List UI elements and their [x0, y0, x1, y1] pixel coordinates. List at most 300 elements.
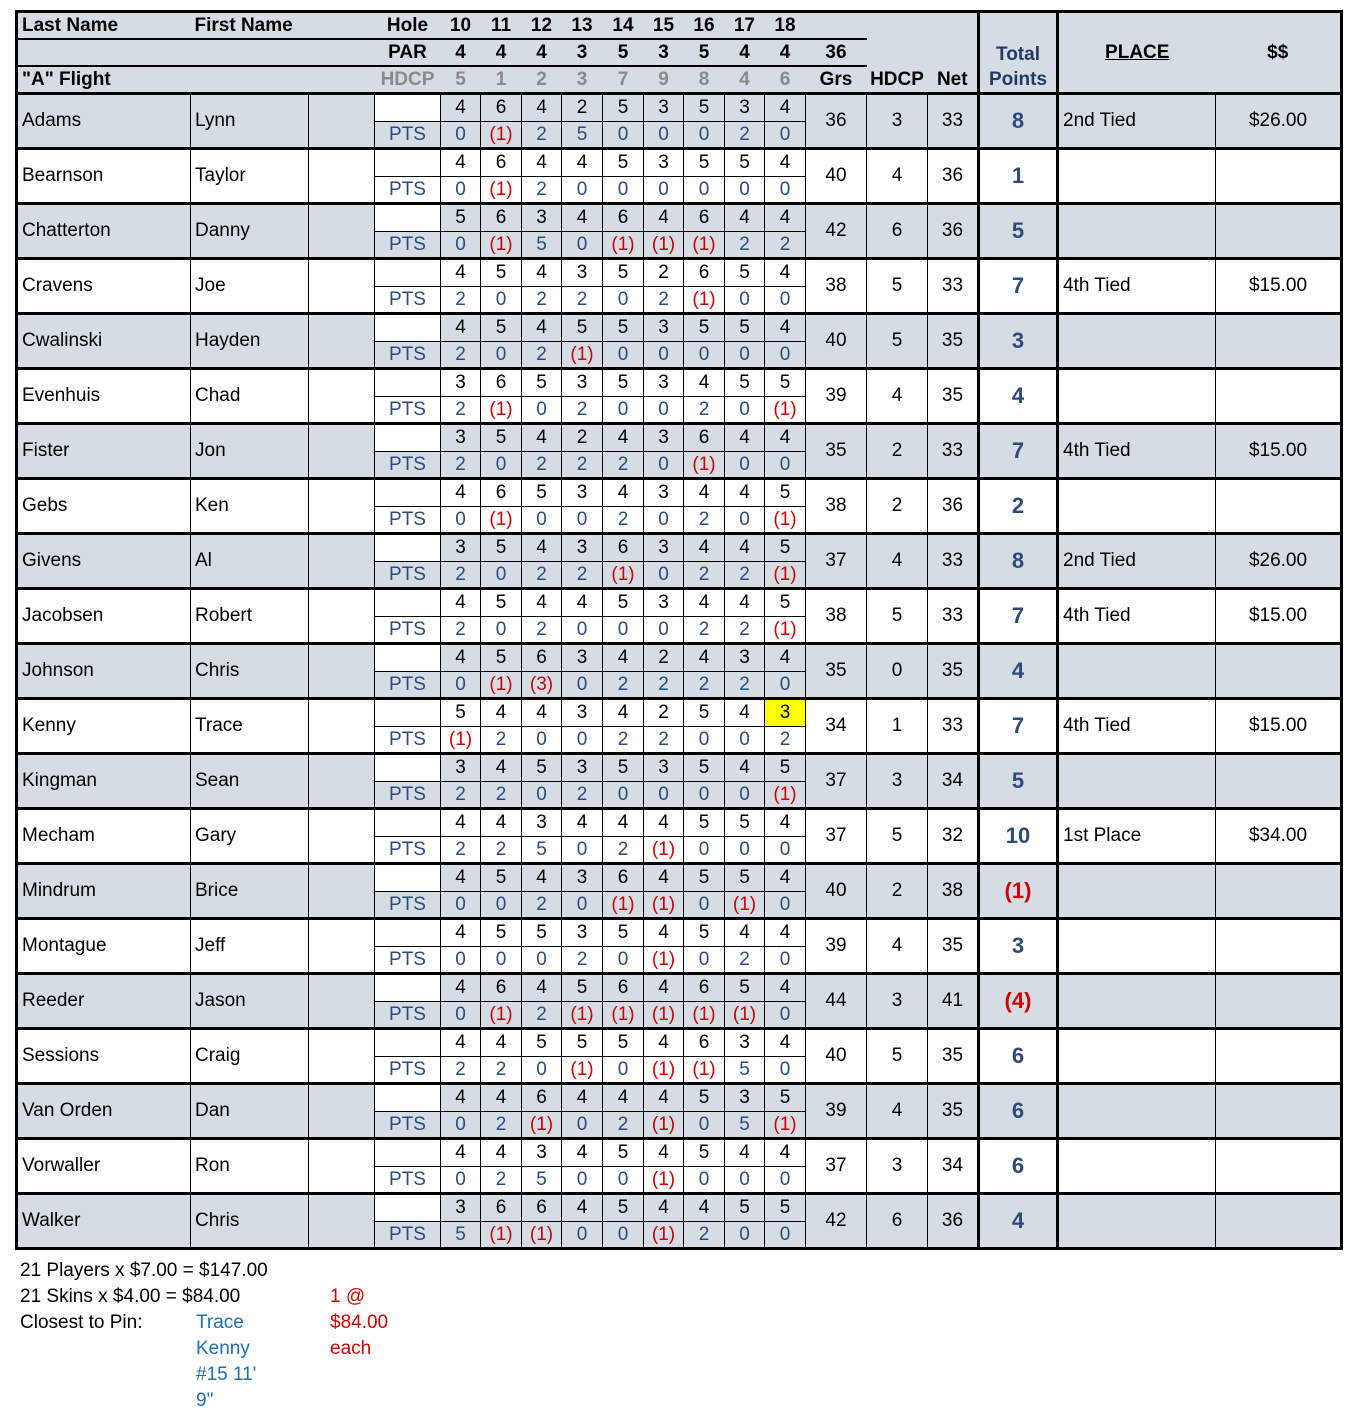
- blank-cell: [309, 809, 375, 864]
- last-name: Cwalinski: [17, 314, 191, 369]
- first-name: Chris: [191, 1194, 309, 1249]
- player-hdcp: 6: [867, 204, 928, 259]
- hole-points: 0: [562, 1112, 603, 1139]
- hole-score: 4: [441, 314, 481, 342]
- prize-money: $15.00: [1216, 424, 1342, 479]
- hole-points: (1): [765, 1112, 806, 1139]
- net-score: 35: [928, 314, 979, 369]
- hole-points: 0: [644, 397, 684, 424]
- hole-points: 2: [725, 232, 765, 259]
- player-hdcp: 6: [867, 1194, 928, 1249]
- hole-points: (1): [481, 1222, 522, 1249]
- last-name: Fister: [17, 424, 191, 479]
- hole-score: 5: [522, 369, 562, 397]
- total-points: 7: [979, 424, 1058, 479]
- hole-score: 4: [481, 809, 522, 837]
- hole-points: (1): [644, 947, 684, 974]
- hole-points: (1): [441, 727, 481, 754]
- player-row: [17, 259, 1342, 287]
- net-score: 38: [928, 864, 979, 919]
- hole-score: 5: [522, 479, 562, 507]
- score-label-cell: [375, 589, 441, 617]
- hole-points: 0: [765, 1167, 806, 1194]
- total-points-header: [979, 12, 1058, 94]
- hole-score: 4: [522, 589, 562, 617]
- hole-score: 4: [644, 1194, 684, 1222]
- hole-points: 0: [725, 1222, 765, 1249]
- gross-score: 35: [806, 424, 867, 479]
- blank-cell: [309, 1194, 375, 1249]
- hole-score: 5: [481, 644, 522, 672]
- hole-score: 3: [644, 314, 684, 342]
- hole-score: 6: [684, 204, 725, 232]
- hole-points: 0: [603, 177, 644, 204]
- hole-score: 4: [684, 644, 725, 672]
- first-name: Craig: [191, 1029, 309, 1084]
- hole-score: 4: [765, 1139, 806, 1167]
- gross-score: 37: [806, 534, 867, 589]
- hole-score: 4: [441, 479, 481, 507]
- gross-score: 37: [806, 1139, 867, 1194]
- total-points: 4: [979, 644, 1058, 699]
- hole-score: 3: [644, 479, 684, 507]
- hole-score: 5: [725, 1194, 765, 1222]
- net-score: 33: [928, 589, 979, 644]
- hole-score: 4: [765, 644, 806, 672]
- par-value: 4: [765, 39, 806, 66]
- score-label-cell: [375, 149, 441, 177]
- hole-points: (1): [765, 562, 806, 589]
- hole-points: 0: [765, 452, 806, 479]
- hole-points: 0: [644, 122, 684, 149]
- hole-score: 3: [562, 864, 603, 892]
- player-row: [17, 424, 1342, 452]
- hole-points: 0: [562, 1167, 603, 1194]
- player-hdcp: 3: [867, 974, 928, 1029]
- last-name: Bearnson: [17, 149, 191, 204]
- gross-score: 40: [806, 864, 867, 919]
- prize-money: $26.00: [1216, 94, 1342, 149]
- pts-label: PTS: [375, 892, 441, 919]
- hole-score: 4: [562, 809, 603, 837]
- hole-points: (1): [481, 507, 522, 534]
- hole-score: 3: [562, 259, 603, 287]
- hole-points: 2: [522, 452, 562, 479]
- hole-points: 2: [522, 177, 562, 204]
- hole-score: 3: [644, 369, 684, 397]
- net-header: Net: [928, 66, 979, 94]
- last-name: Chatterton: [17, 204, 191, 259]
- last-name: Mecham: [17, 809, 191, 864]
- hole-points: (1): [684, 232, 725, 259]
- hole-points: 0: [603, 342, 644, 369]
- hole-points: (1): [603, 892, 644, 919]
- last-name: Cravens: [17, 259, 191, 314]
- hole-points: 0: [441, 947, 481, 974]
- hole-score: 4: [765, 864, 806, 892]
- hole-points: 0: [765, 287, 806, 314]
- hole-points: 0: [562, 727, 603, 754]
- blank-cell: [309, 1084, 375, 1139]
- hole-points: 2: [644, 727, 684, 754]
- pts-label: PTS: [375, 782, 441, 809]
- hole-score: 5: [725, 974, 765, 1002]
- hole-score: 6: [481, 974, 522, 1002]
- hole-points: 0: [522, 727, 562, 754]
- player-row: [17, 479, 1342, 507]
- hole-points: 5: [725, 1057, 765, 1084]
- gross-score: 35: [806, 644, 867, 699]
- hole-points: 0: [725, 342, 765, 369]
- hole-points: 5: [725, 1112, 765, 1139]
- hole-score: 4: [725, 1139, 765, 1167]
- hole-score: 4: [603, 644, 644, 672]
- hole-score: 3: [725, 94, 765, 122]
- net-score: 33: [928, 699, 979, 754]
- hole-points: (1): [725, 1002, 765, 1029]
- score-label-cell: [375, 314, 441, 342]
- hole-points: 0: [562, 892, 603, 919]
- hole-points: 0: [644, 342, 684, 369]
- hole-points: 5: [562, 122, 603, 149]
- blank-cell: [309, 699, 375, 754]
- hole-hdcp: 7: [603, 66, 644, 94]
- place: [1058, 204, 1216, 259]
- hole-points: 0: [725, 507, 765, 534]
- player-hdcp: 3: [867, 754, 928, 809]
- hole-points: 2: [603, 837, 644, 864]
- hole-score: 3: [441, 369, 481, 397]
- hole-score: 4: [481, 1139, 522, 1167]
- total-points: 6: [979, 1139, 1058, 1194]
- player-row: [17, 974, 1342, 1002]
- hole-points: 2: [644, 287, 684, 314]
- blank-cell: [309, 149, 375, 204]
- hole-score: 4: [644, 974, 684, 1002]
- hole-score: 3: [562, 534, 603, 562]
- hole-points: 0: [644, 177, 684, 204]
- hole-points: 0: [603, 122, 644, 149]
- player-hdcp: 4: [867, 919, 928, 974]
- place-header: PLACE: [1058, 12, 1216, 94]
- hole-score: 4: [522, 149, 562, 177]
- hole-score: 3: [562, 699, 603, 727]
- hole-score: 4: [441, 919, 481, 947]
- hole-score: 4: [481, 754, 522, 782]
- hole-score: 4: [765, 94, 806, 122]
- player-row: [17, 204, 1342, 232]
- hole-points: (1): [684, 1057, 725, 1084]
- hole-points: 0: [441, 232, 481, 259]
- player-row: [17, 864, 1342, 892]
- last-name: Kenny: [17, 699, 191, 754]
- pts-label: PTS: [375, 287, 441, 314]
- hole-points: 0: [441, 507, 481, 534]
- net-score: 34: [928, 754, 979, 809]
- player-hdcp: 1: [867, 699, 928, 754]
- player-row: [17, 534, 1342, 562]
- player-hdcp-header: HDCP: [867, 66, 928, 94]
- hole-points: 2: [441, 342, 481, 369]
- last-name: Jacobsen: [17, 589, 191, 644]
- par-value: 5: [603, 39, 644, 66]
- hole-score: 4: [765, 1029, 806, 1057]
- prize-money: [1216, 754, 1342, 809]
- hole-points: 0: [603, 782, 644, 809]
- hole-score: 5: [603, 589, 644, 617]
- gross-score: 42: [806, 204, 867, 259]
- prize-money: $26.00: [1216, 534, 1342, 589]
- first-name: Sean: [191, 754, 309, 809]
- hole-hdcp: 5: [441, 66, 481, 94]
- hole-points: 2: [441, 287, 481, 314]
- blank-cell: [309, 919, 375, 974]
- hdcp-label: HDCP: [375, 66, 441, 94]
- hole-points: 0: [725, 177, 765, 204]
- hole-score: 4: [644, 1139, 684, 1167]
- hole-number: 12: [522, 12, 562, 40]
- hole-score: 4: [522, 534, 562, 562]
- gross-score: 34: [806, 699, 867, 754]
- hole-score: 5: [562, 1029, 603, 1057]
- pts-label: PTS: [375, 837, 441, 864]
- total-points: 5: [979, 754, 1058, 809]
- hole-points: 0: [684, 177, 725, 204]
- hole-score: 6: [603, 864, 644, 892]
- hole-points: 2: [765, 232, 806, 259]
- hole-points: 0: [644, 782, 684, 809]
- hole-score: 4: [644, 1084, 684, 1112]
- scorecard-table: [15, 10, 1343, 1250]
- gross-score: 40: [806, 1029, 867, 1084]
- net-score: 35: [928, 1029, 979, 1084]
- gross-score: 39: [806, 1084, 867, 1139]
- player-hdcp: 5: [867, 809, 928, 864]
- hole-hdcp: 8: [684, 66, 725, 94]
- hole-score: 3: [522, 204, 562, 232]
- hole-points: 0: [481, 617, 522, 644]
- hole-points: 0: [441, 1112, 481, 1139]
- hole-score: 5: [481, 259, 522, 287]
- player-row: [17, 1139, 1342, 1167]
- net-score: 35: [928, 644, 979, 699]
- hole-points: 0: [481, 287, 522, 314]
- hole-score: 5: [522, 919, 562, 947]
- hole-score: 5: [603, 94, 644, 122]
- grs-header: Grs: [806, 66, 867, 94]
- par-value: 5: [684, 39, 725, 66]
- hole-score: 5: [765, 534, 806, 562]
- hole-points: 0: [684, 947, 725, 974]
- hole-score: 3: [441, 424, 481, 452]
- hole-points: (1): [765, 782, 806, 809]
- hole-score: 5: [765, 589, 806, 617]
- first-name-header: First Name: [191, 12, 309, 40]
- par-value: 4: [441, 39, 481, 66]
- first-name: Dan: [191, 1084, 309, 1139]
- hole-points: 2: [522, 1002, 562, 1029]
- hole-score: 6: [481, 1194, 522, 1222]
- hole-points: (1): [644, 232, 684, 259]
- pts-label: PTS: [375, 342, 441, 369]
- place: 4th Tied: [1058, 589, 1216, 644]
- blank-cell: [309, 204, 375, 259]
- hole-score: 4: [765, 314, 806, 342]
- hole-hdcp: 9: [644, 66, 684, 94]
- hole-points: 2: [522, 562, 562, 589]
- score-label-cell: [375, 1139, 441, 1167]
- place: [1058, 1084, 1216, 1139]
- hole-score: 4: [765, 809, 806, 837]
- net-score: 36: [928, 204, 979, 259]
- player-hdcp: 2: [867, 479, 928, 534]
- place: [1058, 1029, 1216, 1084]
- hole-score: 4: [562, 204, 603, 232]
- first-name: Al: [191, 534, 309, 589]
- hole-points: 0: [562, 507, 603, 534]
- points-label: Points: [988, 69, 1048, 90]
- scorecard-sheet: [15, 10, 1339, 1250]
- last-name: Givens: [17, 534, 191, 589]
- first-name: Chad: [191, 369, 309, 424]
- hole-score: 5: [684, 809, 725, 837]
- pts-label: PTS: [375, 617, 441, 644]
- place: [1058, 479, 1216, 534]
- hole-score: 5: [725, 259, 765, 287]
- par-value: 3: [562, 39, 603, 66]
- hole-points: (1): [644, 1057, 684, 1084]
- hole-points: 0: [441, 1167, 481, 1194]
- pts-label: PTS: [375, 1002, 441, 1029]
- hole-points: 2: [441, 1057, 481, 1084]
- prize-money: $15.00: [1216, 589, 1342, 644]
- hole-score: 4: [725, 919, 765, 947]
- prize-money: [1216, 314, 1342, 369]
- hole-points: 0: [603, 287, 644, 314]
- hole-points: 2: [522, 892, 562, 919]
- hole-score: 4: [765, 919, 806, 947]
- hole-score: 5: [765, 479, 806, 507]
- hole-points: 0: [765, 342, 806, 369]
- first-name: Taylor: [191, 149, 309, 204]
- hole-score: 6: [684, 1029, 725, 1057]
- hole-score: 4: [603, 479, 644, 507]
- hole-score: 4: [765, 259, 806, 287]
- hole-score: 6: [522, 1194, 562, 1222]
- total-points: 2: [979, 479, 1058, 534]
- prize-money: [1216, 1139, 1342, 1194]
- hole-score: 3: [562, 919, 603, 947]
- last-name: Walker: [17, 1194, 191, 1249]
- hole-hdcp: 6: [765, 66, 806, 94]
- place: 4th Tied: [1058, 699, 1216, 754]
- hole-score: 5: [684, 699, 725, 727]
- first-name: Gary: [191, 809, 309, 864]
- hole-points: 0: [522, 782, 562, 809]
- hole-points: 0: [562, 232, 603, 259]
- prize-money: $15.00: [1216, 699, 1342, 754]
- player-row: [17, 94, 1342, 122]
- hole-points: 2: [562, 782, 603, 809]
- total-points: 3: [979, 314, 1058, 369]
- hole-points: 2: [684, 397, 725, 424]
- score-label-cell: [375, 644, 441, 672]
- hole-score: 5: [441, 204, 481, 232]
- hole-score: 4: [644, 919, 684, 947]
- hole-points: 2: [562, 947, 603, 974]
- player-hdcp: 4: [867, 369, 928, 424]
- footer-summary: [20, 1258, 389, 1411]
- pts-label: PTS: [375, 727, 441, 754]
- hole-points: 0: [441, 122, 481, 149]
- hole-hdcp: 3: [562, 66, 603, 94]
- hole-points: (1): [481, 672, 522, 699]
- player-row: [17, 754, 1342, 782]
- hole-score: 5: [522, 1029, 562, 1057]
- place: [1058, 919, 1216, 974]
- hole-score: 3: [562, 644, 603, 672]
- hole-number: 13: [562, 12, 603, 40]
- hole-points: 2: [684, 617, 725, 644]
- money-header: $$: [1216, 12, 1342, 94]
- hole-score: 4: [765, 149, 806, 177]
- score-label-cell: [375, 369, 441, 397]
- hole-points: (1): [644, 1222, 684, 1249]
- hole-points: (1): [644, 1167, 684, 1194]
- hole-points: 2: [522, 342, 562, 369]
- header-row-hole: [17, 12, 1342, 40]
- hole-points: 0: [725, 452, 765, 479]
- prize-money: $34.00: [1216, 809, 1342, 864]
- hole-score: 4: [765, 424, 806, 452]
- hole-points: (1): [562, 1057, 603, 1084]
- total-points: 8: [979, 534, 1058, 589]
- par-value: 4: [522, 39, 562, 66]
- hole-score: 4: [603, 424, 644, 452]
- total-points: 1: [979, 149, 1058, 204]
- hole-points: 0: [765, 892, 806, 919]
- player-hdcp: 5: [867, 259, 928, 314]
- hole-score: 4: [441, 1139, 481, 1167]
- hole-points: 0: [644, 562, 684, 589]
- hole-points: (1): [765, 507, 806, 534]
- pts-label: PTS: [375, 1112, 441, 1139]
- hole-points: 0: [765, 122, 806, 149]
- pts-label: PTS: [375, 232, 441, 259]
- hole-points: 2: [725, 122, 765, 149]
- hole-score: 6: [603, 204, 644, 232]
- total-points: 4: [979, 1194, 1058, 1249]
- hole-score: 4: [725, 589, 765, 617]
- place: [1058, 1139, 1216, 1194]
- score-label-cell: [375, 204, 441, 232]
- ctp-value: Trace Kenny #15 11' 9": [196, 1312, 257, 1411]
- hole-score: 4: [441, 644, 481, 672]
- hole-score: 6: [522, 644, 562, 672]
- hole-score: 4: [684, 479, 725, 507]
- player-hdcp: 4: [867, 149, 928, 204]
- hole-hdcp: 2: [522, 66, 562, 94]
- blank-cell: [309, 644, 375, 699]
- score-label-cell: [375, 809, 441, 837]
- hole-points: 2: [603, 1112, 644, 1139]
- place: 4th Tied: [1058, 259, 1216, 314]
- gross-score: 42: [806, 1194, 867, 1249]
- hole-points: 2: [725, 947, 765, 974]
- hole-points: 0: [644, 617, 684, 644]
- hole-score: 3: [562, 369, 603, 397]
- par-total: 36: [806, 39, 867, 66]
